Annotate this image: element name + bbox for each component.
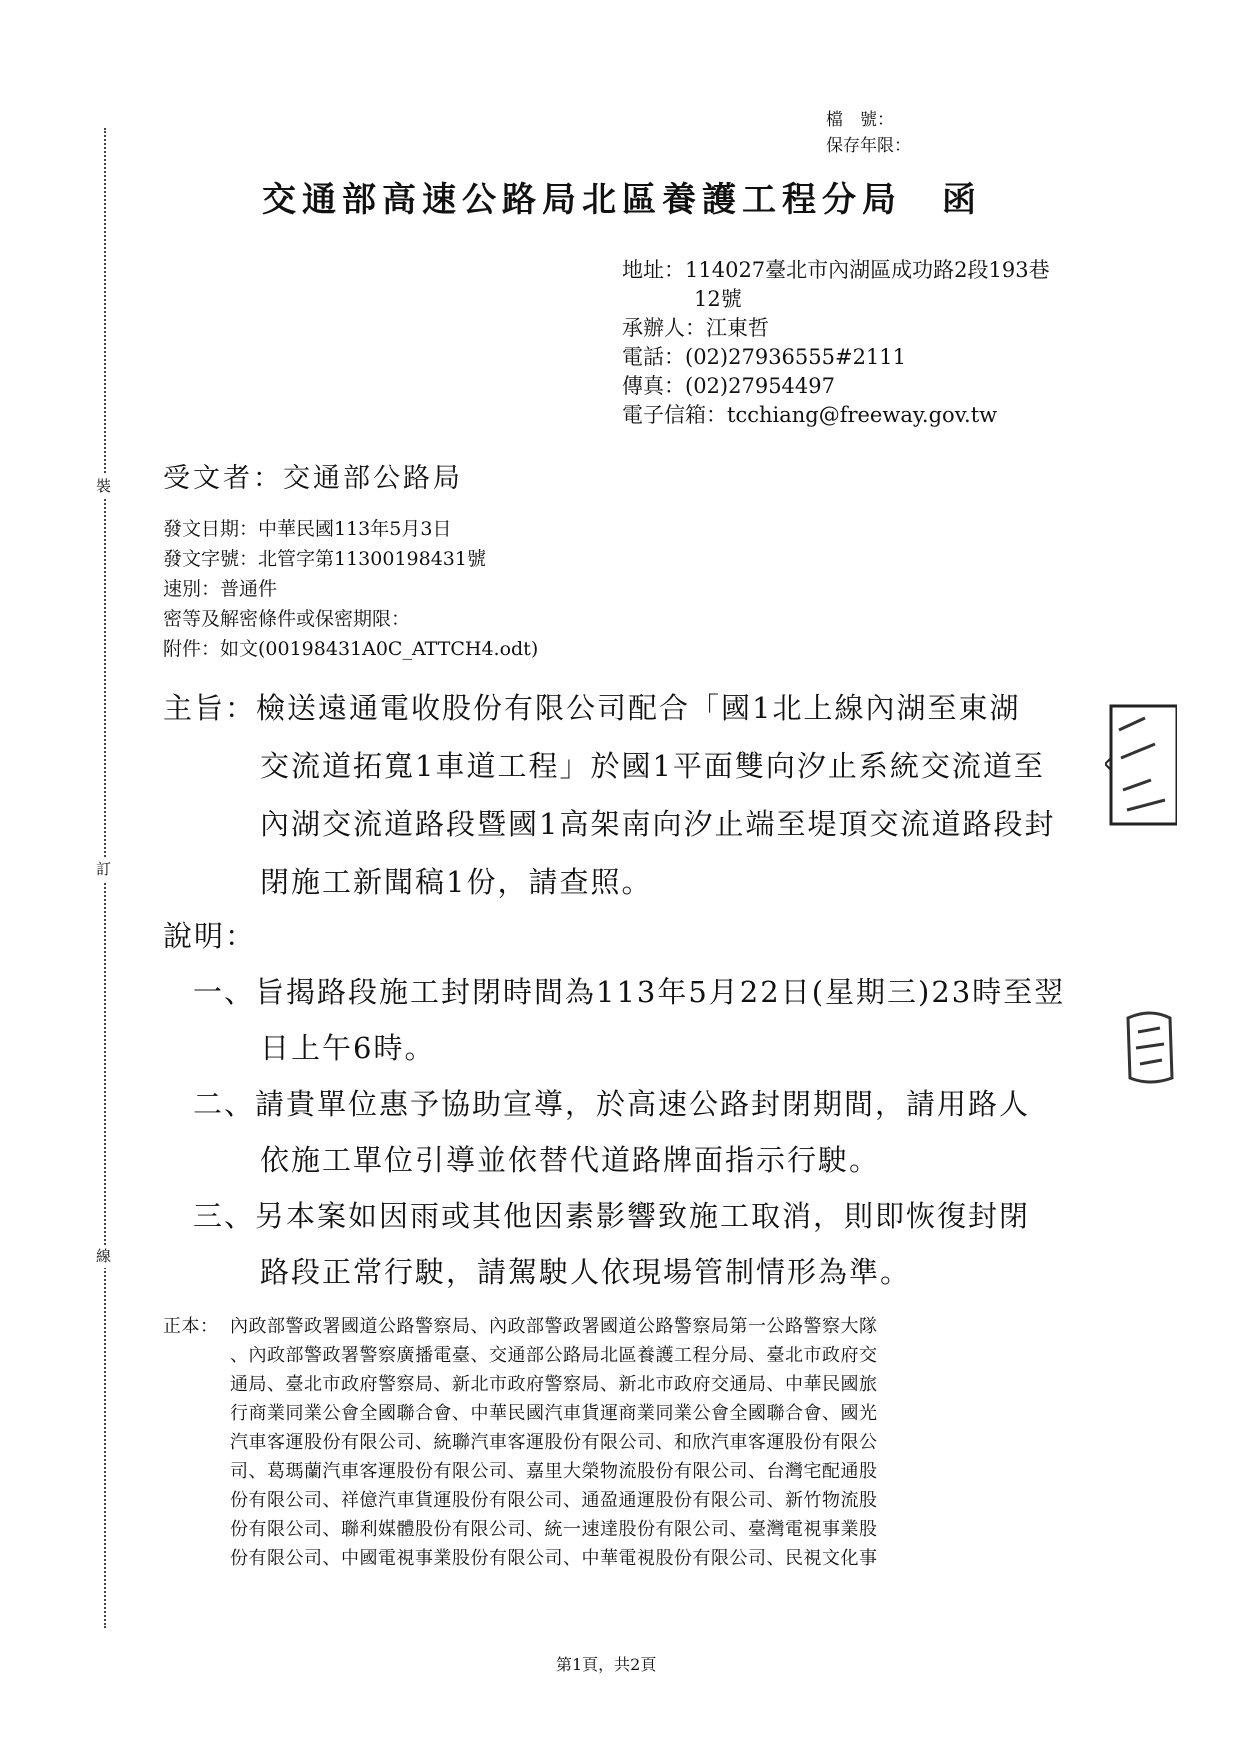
cc-line: 份有限公司、祥億汽車貨運股份有限公司、通盈通運股份有限公司、新竹物流股 [230,1490,878,1511]
cc-line: 內政部警政署國道公路警察局、內政部警政署國道公路警察局第一公路警察大隊 [230,1316,878,1337]
recipient: 受文者：交通部公路局 [163,463,463,494]
seal-stamp-partial [1105,700,1177,830]
issue-date: 發文日期：中華民國113年5月3日 [163,518,452,540]
explanation-label: 說明： [163,919,257,953]
file-number-label: 檔 號： [826,110,894,130]
explanation-item-2-line-2: 依施工單位引導並依替代道路牌面指示行駛。 [260,1143,881,1177]
attachment: 附件：如文(00198431A0C_ATTCH4.odt) [163,638,539,660]
email: 電子信箱：tcchiang@freeway.gov.tw [622,403,998,427]
document-title: 交通部高速公路局北區養護工程分局 函 [262,180,982,220]
cc-line: 、內政部警政署警察廣播電臺、交通部公路局北區養護工程分局、臺北市政府交 [230,1345,878,1366]
explanation-item-1-line-1: 一、旨揭路段施工封閉時間為113年5月22日(星期三)23時至翌 [193,975,1066,1009]
cc-line: 汽車客運股份有限公司、統聯汽車客運股份有限公司、和欣汽車客運股份有限公 [230,1432,878,1453]
subject-line-1: 主旨：檢送遠通電收股份有限公司配合「國1北上線內湖至東湖 [163,691,1021,725]
address-line-1: 地址：114027臺北市內湖區成功路2段193巷 [622,258,1050,282]
fax: 傳真：(02)27954497 [622,374,835,398]
subject-line-4: 閉施工新聞稿1份，請查照。 [260,865,653,899]
phone: 電話：(02)27936555#2111 [622,345,907,369]
handler: 承辦人：江東哲 [622,316,769,340]
delivery-speed: 速別：普通件 [163,578,278,600]
secrecy-level: 密等及解密條件或保密期限： [163,608,411,630]
retention-label: 保存年限： [826,136,911,156]
cc-line: 通局、臺北市政府警察局、新北市政府警察局、新北市政府交通局、中華民國旅 [230,1374,878,1395]
cc-line: 司、葛瑪蘭汽車客運股份有限公司、嘉里大榮物流股份有限公司、台灣宅配通股 [230,1461,878,1482]
cc-label: 正本： [163,1316,219,1337]
subject-line-3: 內湖交流道路段暨國1高架南向汐止端至堤頂交流道路段封 [260,807,1056,841]
page-number: 第1頁，共2頁 [556,1655,657,1674]
explanation-item-3-line-1: 三、另本案如因雨或其他因素影響致施工取消，則即恢復封閉 [193,1199,1031,1233]
binding-mark-ding: 訂 [96,858,111,881]
explanation-item-1-line-2: 日上午6時。 [260,1031,436,1065]
explanation-item-3-line-2: 路段正常行駛，請駕駛人依現場管制情形為準。 [260,1255,912,1289]
binding-mark-zhuang: 裝 [96,475,111,498]
cc-line: 份有限公司、聯利媒體股份有限公司、統一速達股份有限公司、臺灣電視事業股 [230,1519,878,1540]
seal-stamp-partial-2 [1120,1008,1180,1088]
document-number: 發文字號：北管字第11300198431號 [163,548,486,570]
address-line-2: 12號 [694,287,742,311]
subject-line-2: 交流道拓寬1車道工程」於國1平面雙向汐止系統交流道至 [260,749,1045,783]
cc-line: 行商業同業公會全國聯合會、中華民國汽車貨運商業同業公會全國聯合會、國光 [230,1403,878,1424]
explanation-item-2-line-1: 二、請貴單位惠予協助宣導，於高速公路封閉期間，請用路人 [193,1087,1031,1121]
binding-mark-xian: 線 [96,1245,111,1268]
cc-line: 份有限公司、中國電視事業股份有限公司、中華電視股份有限公司、民視文化事 [230,1548,878,1569]
